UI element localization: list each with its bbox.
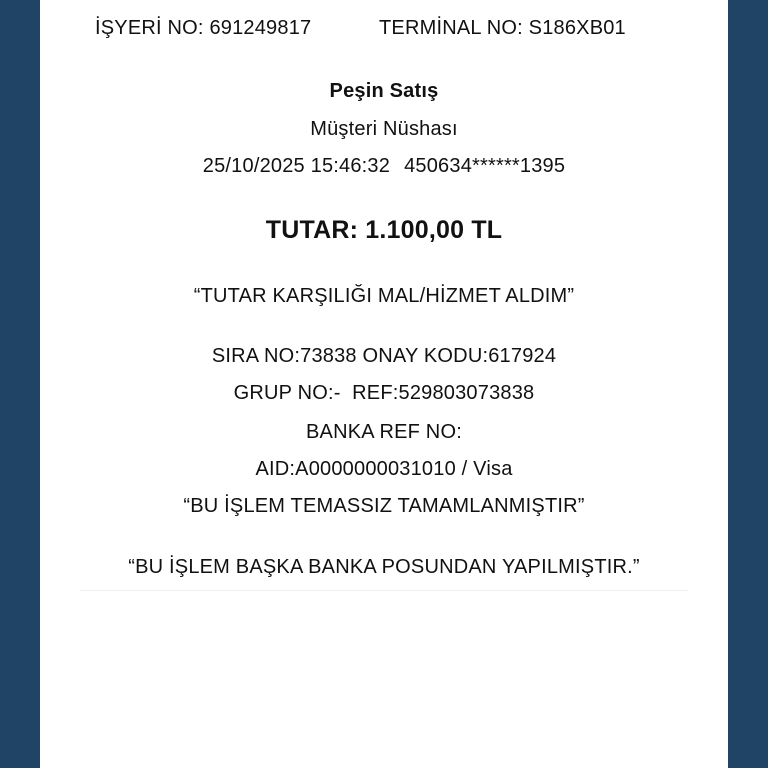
sequence-approval-code: SIRA NO:73838 ONAY KODU:617924	[211, 345, 557, 367]
contactless-note: “BU İŞLEM TEMASSIZ TAMAMLANMIŞTIR”	[183, 495, 585, 517]
transaction-type: Peşin Satış	[329, 80, 439, 102]
merchant-number: İŞYERİ NO: 691249817	[95, 17, 312, 39]
terminal-number: TERMİNAL NO: S186XB01	[379, 17, 626, 39]
datetime-card-line	[40, 153, 728, 179]
transaction-datetime: 25/10/2025 15:46:32	[202, 155, 391, 177]
bank-reference: BANKA REF NO:	[306, 421, 462, 443]
other-bank-pos-note: “BU İŞLEM BAŞKA BANKA POSUNDAN YAPILMIŞTIR.”	[128, 556, 640, 578]
acknowledgement-text: “TUTAR KARŞILIĞI MAL/HİZMET ALDIM”	[193, 285, 575, 307]
application-id: AID:A0000000031010 / Visa	[255, 458, 513, 480]
receipt-paper	[40, 0, 728, 768]
masked-card-number: 450634******1395	[404, 155, 566, 177]
divider-line	[80, 590, 688, 591]
amount-total: TUTAR: 1.100,00 TL	[265, 216, 503, 244]
copy-type: Müşteri Nüshası	[310, 118, 458, 140]
group-reference: GRUP NO:- REF:529803073838	[233, 382, 535, 404]
